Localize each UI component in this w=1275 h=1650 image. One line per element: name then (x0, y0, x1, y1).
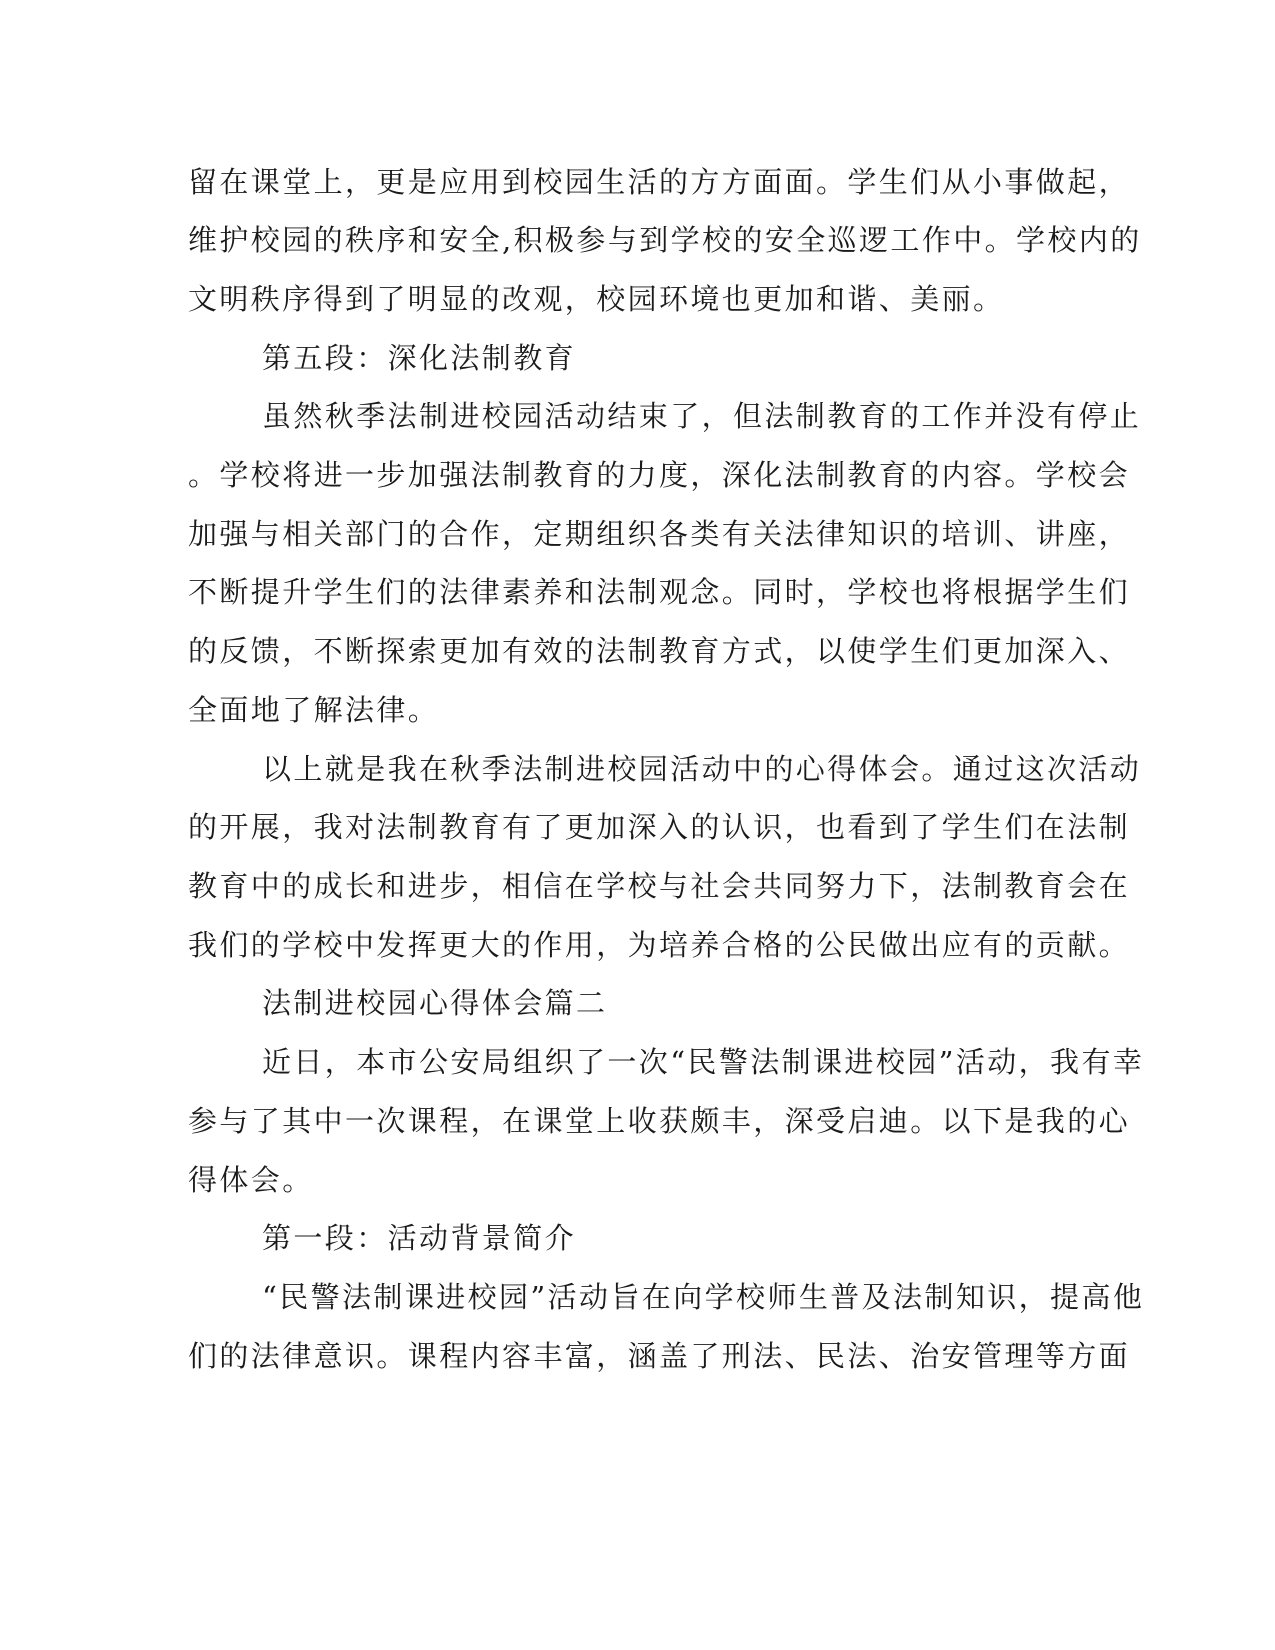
text-line: 参与了其中一次课程，在课堂上收获颇丰，深受启迪。以下是我的心 (188, 1104, 1131, 1138)
text-line: 文明秩序得到了明显的改观，校园环境也更加和谐、美丽。 (188, 282, 1005, 316)
text-line: 得体会。 (188, 1163, 314, 1197)
text-line: 虽然秋季法制进校园活动结束了，但法制教育的工作并没有停止 (262, 399, 1142, 433)
text-line: 加强与相关部门的合作，定期组织各类有关法律知识的培训、讲座， (188, 517, 1131, 551)
text-line: 我们的学校中发挥更大的作用，为培养合格的公民做出应有的贡献。 (188, 928, 1131, 962)
text-line: 近日，本市公安局组织了一次“民警法制课进校园”活动，我有幸 (262, 1045, 1145, 1079)
text-line: 的反馈，不断探索更加有效的法制教育方式，以使学生们更加深入、 (188, 634, 1131, 668)
text-line: 不断提升学生们的法律素养和法制观念。同时，学校也将根据学生们 (188, 575, 1131, 609)
text-line: 们的法律意识。课程内容丰富，涵盖了刑法、民法、治安管理等方面 (188, 1339, 1131, 1373)
text-line: 教育中的成长和进步，相信在学校与社会共同努力下，法制教育会在 (188, 869, 1131, 903)
section-heading: 法制进校园心得体会篇二 (262, 986, 608, 1020)
text-line: 的开展，我对法制教育有了更加深入的认识，也看到了学生们在法制 (188, 810, 1131, 844)
text-line: 。学校将进一步加强法制教育的力度，深化法制教育的内容。学校会 (188, 458, 1131, 492)
text-line: 全面地了解法律。 (188, 693, 440, 727)
text-line: 留在课堂上，更是应用到校园生活的方方面面。学生们从小事做起， (188, 165, 1131, 199)
text-line: 维护校园的秩序和安全,积极参与到学校的安全巡逻工作中。学校内的 (188, 223, 1142, 257)
text-line: “民警法制课进校园”活动旨在向学校师生普及法制知识，提高他 (262, 1280, 1145, 1314)
text-line: 以上就是我在秋季法制进校园活动中的心得体会。通过这次活动 (262, 752, 1142, 786)
section-heading: 第五段：深化法制教育 (262, 341, 577, 375)
section-heading: 第一段：活动背景简介 (262, 1221, 577, 1255)
